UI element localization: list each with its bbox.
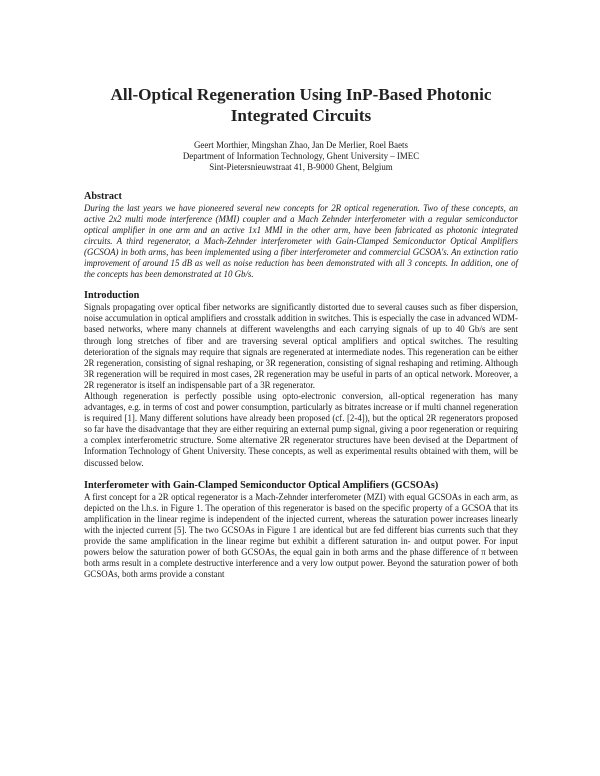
introduction-paragraph-2: Although regeneration is perfectly possible using opto-electronic conversion, all-optical regeneration has many advantages, e.g. in terms of cost and power consumption, particularly as bitrates increase or if multi channel regeneration is required [1]. Many different solutions have already been proposed (cf. [2-4]), but the optical 2R regenerators proposed so far have the disadvantage that they are either requiring an external pump signal, giving a poor regeneration or requiring a complex interferometric structure. Some alternative 2R regenerator structures have been devised at the Department of Information Technology of Ghent University. These concepts, as well as experimental results obtained with them, will be discussed below. bbox=[84, 391, 518, 468]
title-line-2: Integrated Circuits bbox=[230, 106, 372, 125]
title-line-1: All-Optical Regeneration Using InP-Based Photonic bbox=[110, 85, 492, 104]
affiliation-line-1: Department of Information Technology, Ghent University – IMEC bbox=[182, 151, 420, 162]
paper-page bbox=[84, 84, 518, 580]
abstract-text: During the last years we have pioneered several new concepts for 2R optical regeneration. Two of these concepts, an active 2x2 multi mode interference (MMI) coupler and a Mach Zehnder interferometer with a regular semiconductor optical amplifier in one arm and an active 1x1 MMI in the other arm, have been fabricated as photonic integrated circuits. A third regenerator, a Mach-Zehnder interferometer with Gain-Clamped Semiconductor Optical Amplifiers (GCSOA) in both arms, has been implemented using a fiber interferometer and commercial GCSOA's. An extinction ratio improvement of around 15 dB as well as noise reduction has been demonstrated with all 3 concepts. In addition, one of the concepts has been demonstrated at 10 Gb/s. bbox=[84, 202, 518, 280]
affiliation-line-2: Sint-Pietersnieuwstraat 41, B-9000 Ghent, Belgium bbox=[209, 162, 393, 173]
gcsoa-section-heading: Interferometer with Gain-Clamped Semiconductor Optical Amplifiers (GCSOAs) bbox=[84, 479, 439, 491]
introduction-heading: Introduction bbox=[84, 290, 140, 302]
author-list: Geert Morthier, Mingshan Zhao, Jan De Merlier, Roel Baets bbox=[194, 140, 408, 150]
introduction-paragraph-1: Signals propagating over optical fiber networks are significantly distorted due to several causes such as fiber dispersion, noise accumulation in optical amplifiers and crosstalk addition in switches. This is especially the case in advanced WDM-based networks, where many channels at different wavelengths and each carrying signals of up to 40 Gb/s are sent through long stretches of fiber and are traversing several optical amplifiers and optical switches. The resulting deterioration of the signals may require that signals are regenerated at intermediate nodes. This regeneration can be either 2R regeneration, consisting of signal reshaping, or 3R regeneration, consisting of signal reshaping and retiming. Although 3R regeneration will be required in most cases, 2R regeneration may be useful in parts of an optical network. Moreover, a 2R regenerator is itself an indispensable part of a 3R regenerator. bbox=[84, 302, 518, 390]
paper-title bbox=[84, 84, 518, 126]
gcsoa-section-text: A first concept for a 2R optical regenerator is a Mach-Zehnder interferometer (MZI) with equal GCSOAs in each arm, as depicted on the l.h.s. in Figure 1. The operation of this regenerator is based on the specific property of a GCSOA that its amplification in the linear regime is independent of the injected current, whereas the saturation power increases linearly with the injected current [5]. The two GCSOAs in Figure 1 are identical but are fed different bias currents such that they provide the same amplification in the linear regime but exhibit a different saturation in- and output power. For input powers below the saturation power of both GCSOAs, the equal gain in both arms and the phase difference of π between both arms result in a complete destructive interference and a very low output power. Beyond the saturation power of both GCSOAs, both arms provide a constant bbox=[84, 491, 518, 580]
abstract-heading: Abstract bbox=[84, 190, 122, 202]
